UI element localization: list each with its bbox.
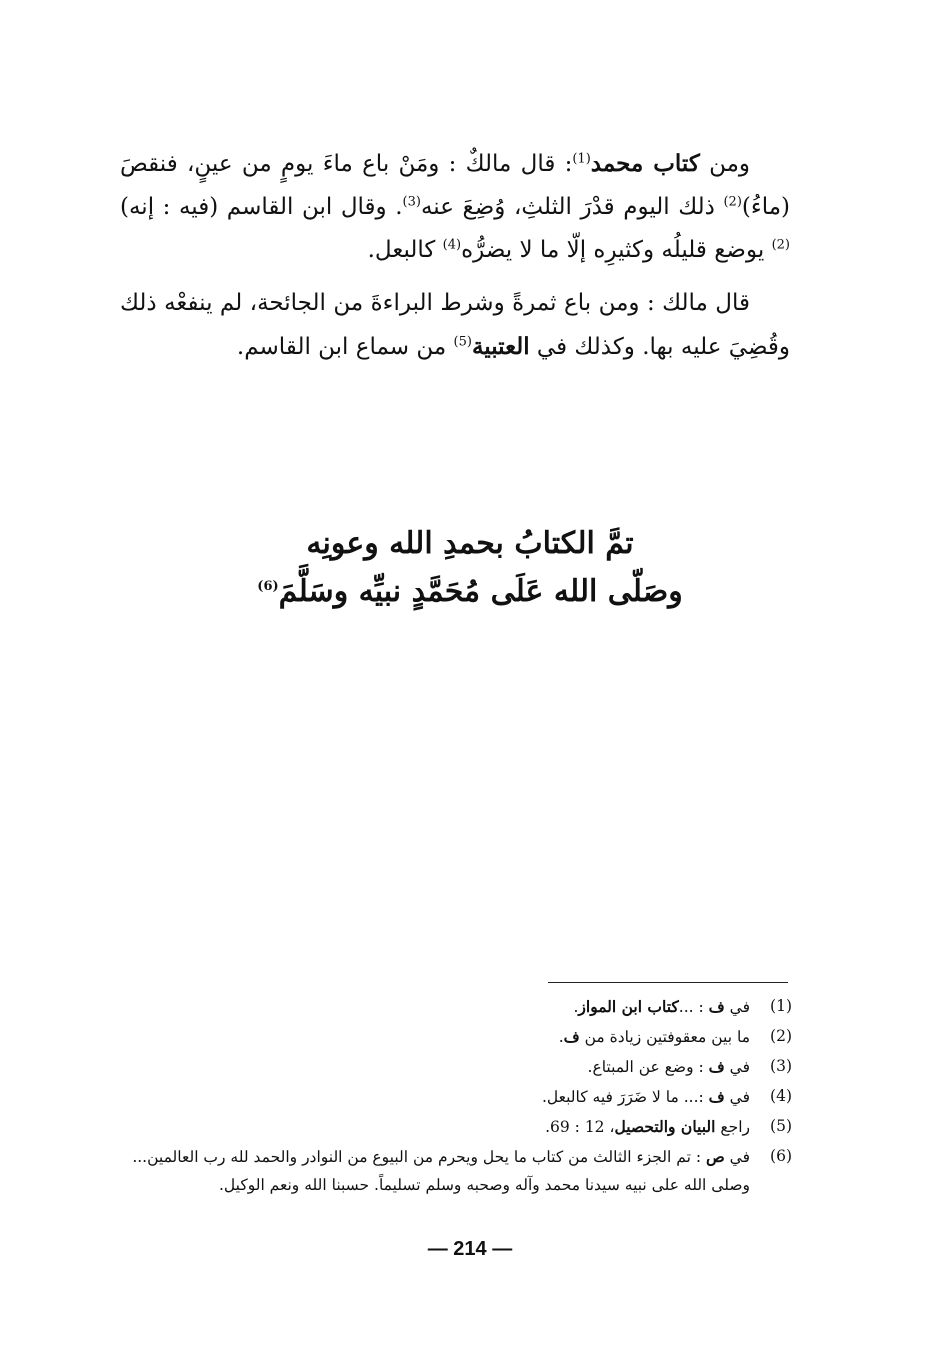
- text-segment: : ...: [678, 998, 709, 1016]
- footnote-ref: (1): [572, 151, 591, 167]
- closing-line-2: [120, 568, 820, 616]
- footnote-ref: (2): [723, 194, 742, 210]
- bold-text-segment: ف: [708, 997, 725, 1016]
- closing-line-2-text: وصَلّى الله عَلَى مُحَمَّدٍ نبيِّه وسَلَّمَ: [278, 574, 683, 609]
- bold-text-segment: العتبية: [471, 333, 530, 360]
- text-segment: قال مالك : ومن باع ثمرةً وشرط البراءةَ من الجائحة، لم ينفعْه ذلك وقُضِيَ عليه بها. وكذلك في: [120, 290, 790, 360]
- text-segment: من سماع ابن القاسم.: [236, 334, 454, 360]
- text-segment: يوضع قليلُه وكثيرِه إلّا ما لا يضرُّه: [461, 237, 772, 263]
- footnote-item: [120, 1082, 792, 1112]
- bold-text-segment: البيان والتحصيل: [614, 1117, 716, 1136]
- main-paragraph-2: [120, 282, 790, 369]
- text-segment: ذلك اليوم قدْرَ الثلثِ، وُضِعَ عنه: [420, 194, 724, 220]
- text-segment: ، 12 : 69.: [545, 1118, 615, 1136]
- footnote-text: [120, 1082, 750, 1112]
- footnote-separator: [548, 982, 788, 983]
- text-segment: : وضع عن المبتاع.: [587, 1058, 709, 1076]
- text-segment: .: [573, 998, 579, 1016]
- bold-text-segment: ف: [708, 1087, 725, 1106]
- bold-text-segment: كتاب محمد: [590, 150, 700, 177]
- footnote-ref: (2): [771, 237, 790, 253]
- closing-colophon: [120, 520, 820, 616]
- text-segment: راجع: [715, 1118, 750, 1136]
- main-paragraph-1: [120, 142, 790, 272]
- footnote-ref-6: (6): [257, 579, 279, 594]
- footnote-number: (3): [770, 1057, 792, 1075]
- text-segment: :... ما لا ضَرَرَ فيه كالبعل.: [541, 1088, 709, 1106]
- footnote-item: [120, 1142, 792, 1198]
- footnote-number: (1): [770, 997, 792, 1015]
- text-segment: في: [724, 1148, 750, 1166]
- footnote-text: [120, 1112, 750, 1142]
- footnote-number: (2): [770, 1027, 792, 1045]
- footnotes-section: [120, 992, 792, 1198]
- text-segment: ومن: [699, 151, 751, 177]
- footnote-ref: (5): [453, 334, 472, 350]
- text-segment: كالبعل.: [367, 237, 443, 263]
- text-segment: .: [558, 1028, 564, 1046]
- footnote-text: [120, 992, 750, 1022]
- footnote-item: [120, 1022, 792, 1052]
- bold-text-segment: ف: [708, 1057, 725, 1076]
- footnote-text: [120, 1142, 750, 1198]
- footnote-number: (4): [770, 1087, 792, 1105]
- footnote-number: (5): [770, 1117, 792, 1135]
- bold-text-segment: ص: [705, 1147, 725, 1166]
- closing-line-1: تمَّ الكتابُ بحمدِ الله وعونِه: [306, 526, 634, 561]
- text-segment: في: [724, 1058, 750, 1076]
- footnote-item: [120, 1052, 792, 1082]
- footnote-continuation: وصلى الله على نبيه سيدنا محمد وآله وصحبه وسلم تسليماً. حسبنا الله ونعم الوكيل.: [219, 1176, 750, 1194]
- footnote-item: [120, 1112, 792, 1142]
- footnote-ref: (3): [402, 194, 421, 210]
- footnote-text: [120, 1052, 750, 1082]
- footnote-number: (6): [770, 1147, 792, 1165]
- text-segment: . وقال ابن القاسم (فيه : إنه): [120, 194, 403, 220]
- text-segment: : تم الجزء الثالث من كتاب ما يحل ويحرم من البيوع من النوادر والحمد لله رب العالمين...: [132, 1148, 706, 1166]
- text-segment: : قال مالكٌ : ومَنْ باع ماءَ يومٍ من عينٍ، فنقصَ (ماءُ): [120, 151, 790, 220]
- text-segment: ما بين معقوفتين زيادة من: [579, 1028, 750, 1046]
- bold-text-segment: كتاب ابن المواز: [578, 997, 679, 1016]
- footnote-item: [120, 992, 792, 1022]
- footnote-ref: (4): [442, 237, 462, 253]
- text-segment: في: [724, 1088, 750, 1106]
- bold-text-segment: ف: [563, 1027, 580, 1046]
- footnote-text: [120, 1022, 750, 1052]
- text-segment: في: [724, 998, 750, 1016]
- page-number: — 214 —: [427, 1238, 513, 1260]
